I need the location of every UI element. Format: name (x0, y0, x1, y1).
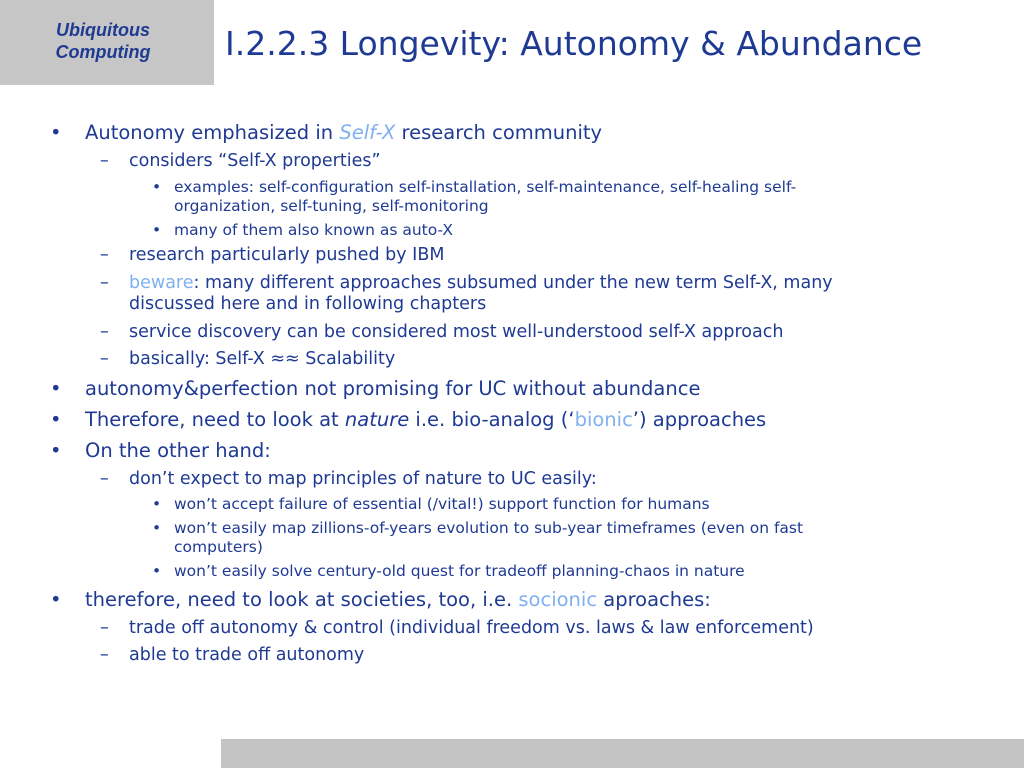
list-item: autonomy&perfection not promising for UC without abundance (85, 377, 701, 400)
dash-icon: – (100, 618, 109, 638)
list-item: Therefore, need to look at nature i.e. bio-analog (‘bionic’) approaches (85, 408, 767, 431)
dash-icon: – (100, 469, 109, 489)
list-item: research particularly pushed by IBM (129, 245, 445, 265)
list-item: beware: many different approaches subsumed under the new term Self-X, many (129, 273, 833, 293)
list-item-continuation: computers) (174, 538, 263, 556)
nature-term: nature (344, 408, 410, 431)
bullet-icon: • (50, 408, 62, 431)
bullet-icon: • (152, 495, 162, 513)
socionic-term: socionic (518, 588, 598, 611)
dash-icon: – (100, 273, 109, 293)
bullet-icon: • (50, 588, 62, 611)
logo-box (0, 0, 214, 85)
dash-icon: – (100, 322, 109, 342)
logo-line-1: Ubiquitous (56, 20, 150, 40)
bullet-icon: • (152, 178, 162, 196)
beware-term: beware (129, 273, 194, 293)
list-item: don’t expect to map principles of nature to UC easily: (129, 469, 597, 489)
bionic-term: bionic (574, 408, 633, 431)
list-item-continuation: organization, self-tuning, self-monitoring (174, 197, 489, 215)
list-item: service discovery can be considered most well-understood self-X approach (129, 322, 784, 342)
bullet-icon: • (50, 121, 62, 144)
logo-line-2: Computing (55, 42, 151, 62)
list-item: Autonomy emphasized in Self-X research community (85, 121, 603, 144)
list-item: considers “Self-X properties” (129, 151, 381, 171)
self-x-term: Self-X (339, 121, 396, 144)
list-item: won’t accept failure of essential (/vital!) support function for humans (174, 495, 710, 513)
bullet-icon: • (152, 221, 162, 239)
bullet-icon: • (152, 562, 162, 580)
list-item: trade off autonomy & control (individual freedom vs. laws & law enforcement) (129, 618, 814, 638)
slide-title: I.2.2.3 Longevity: Autonomy & Abundance (225, 24, 923, 63)
list-item: therefore, need to look at societies, too, i.e. socionic aproaches: (85, 588, 711, 611)
footer-bar (221, 739, 1024, 768)
list-item: able to trade off autonomy (129, 645, 365, 665)
bullet-icon: • (50, 439, 62, 462)
list-item: many of them also known as auto-X (174, 221, 453, 239)
list-item: won’t easily solve century-old quest for tradeoff planning-chaos in nature (174, 562, 745, 580)
list-item: basically: Self-X ≈≈ Scalability (129, 349, 396, 369)
list-item: examples: self-configuration self-installation, self-maintenance, self-healing self- (174, 178, 797, 196)
bullet-icon: • (152, 519, 162, 537)
list-item-continuation: discussed here and in following chapters (129, 294, 487, 314)
list-item: On the other hand: (85, 439, 271, 462)
list-item: won’t easily map zillions-of-years evolution to sub-year timeframes (even on fast (174, 519, 804, 537)
dash-icon: – (100, 151, 109, 171)
dash-icon: – (100, 349, 109, 369)
dash-icon: – (100, 645, 109, 665)
dash-icon: – (100, 245, 109, 265)
bullet-icon: • (50, 377, 62, 400)
